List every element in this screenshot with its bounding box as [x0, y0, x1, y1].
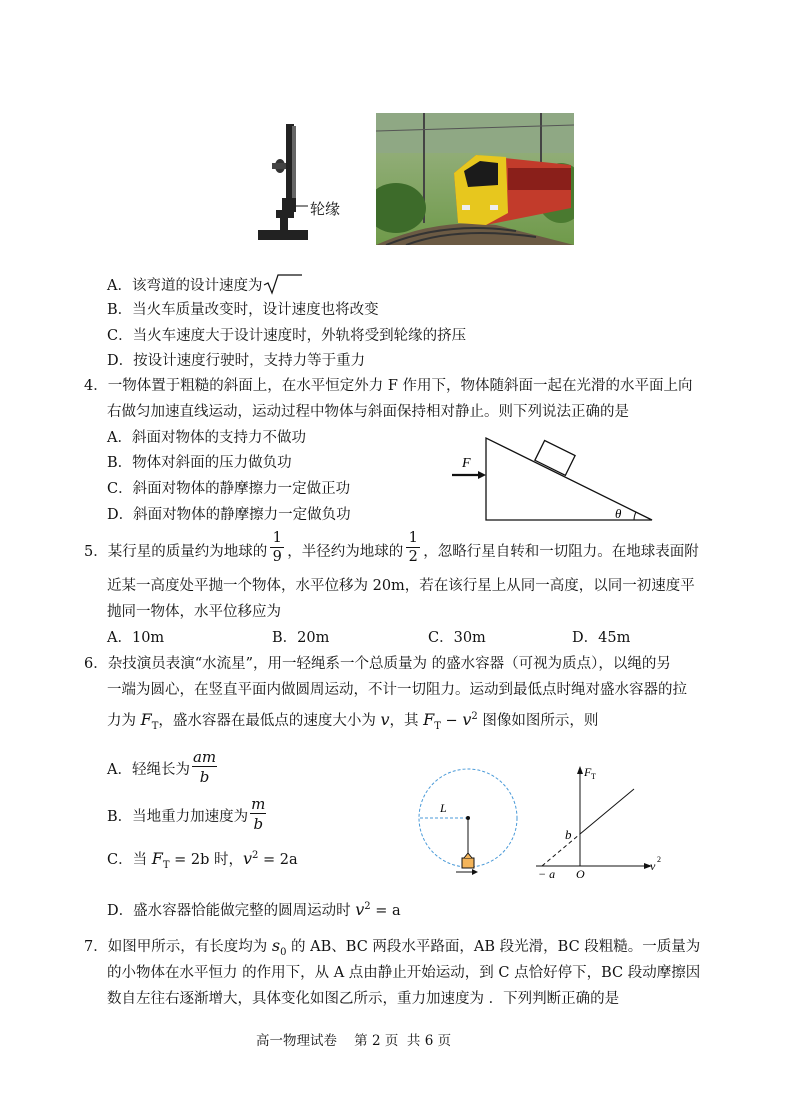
q6-stem-line1: 6．杂技演员表演“水流星”，用一轻绳系一个总质量为 的盛水容器（可视为质点），以绳的另: [84, 656, 671, 672]
q4-stem-line1: 4．一物体置于粗糙的斜面上，在水平恒定外力 F 作用下，物体随斜面一起在光滑的水平面上向: [84, 378, 693, 394]
circle-length-label: L: [440, 801, 447, 815]
q3-option-a-text: A．该弯道的设计速度为: [107, 278, 263, 294]
q6-option-a-fraction: [192, 748, 217, 787]
q6-stem-line3-e: 图像如图所示，则: [477, 713, 599, 729]
q6-option-b: [107, 795, 266, 834]
q6-stem-line3-d: −: [440, 713, 463, 729]
graph-y-axis-label: F: [584, 765, 592, 779]
graph-intercept-b: b: [565, 827, 572, 842]
q7-stem-line1: [84, 935, 700, 958]
q4-option-a: A．斜面对物体的支持力不做功: [107, 430, 306, 446]
q6-option-d: [107, 899, 401, 920]
q6-option-a-label: A．轻绳长为: [107, 762, 190, 778]
q6-option-a-num: am: [192, 748, 217, 766]
q7-stem-line1-b: 的 AB、BC 两段水平路面，AB 段光滑，BC 段粗糙。一质量为: [286, 939, 701, 955]
graph-x-axis-label: v: [650, 859, 656, 873]
q6-ft-sub: T: [151, 720, 159, 732]
q3-option-a: [107, 273, 304, 295]
q5-option-c: C．30m: [428, 630, 486, 646]
q3-option-b: B．当火车质量改变时，设计速度也将改变: [107, 302, 379, 318]
q5-stem-a: 5．某行星的质量约为地球的: [84, 544, 268, 560]
incline-force-label: F: [462, 456, 471, 471]
q6-ft-symbol: F: [140, 710, 152, 729]
q5-option-d: D．45m: [572, 630, 631, 646]
q6-ft-sub-2: T: [434, 720, 441, 732]
q6-option-c-label: C．当: [107, 852, 152, 868]
q3-option-c: C．当火车速度大于设计速度时，外轨将受到轮缘的挤压: [107, 328, 467, 344]
q5-fraction-1-num: 1: [270, 530, 284, 548]
q6-option-b-label: B．当地重力加速度为: [107, 809, 249, 825]
q6-stem-line3-b: ，盛水容器在最低点的速度大小为: [158, 713, 381, 729]
q6-option-c-mid: = 2b 时，: [169, 852, 243, 868]
q7-stem-line1-a: 7．如图甲所示，有长度均为: [84, 939, 272, 955]
graph-intercept-neg-a: − a: [538, 867, 556, 880]
vertical-circle-figure: [416, 766, 522, 878]
q6-v2-sup: 2: [471, 711, 478, 723]
q4-option-c: C．斜面对物体的静摩擦力一定做正功: [107, 481, 351, 497]
q3-option-d: D．按设计速度行驶时，支持力等于重力: [107, 353, 366, 369]
q7-stem-line2: 的小物体在水平恒力 的作用下，从 A 点由静止开始运动，到 C 点恰好停下，BC 段动摩擦因: [107, 965, 701, 981]
sqrt-symbol-icon: [262, 273, 304, 295]
q4-option-d: D．斜面对物体的静摩擦力一定做负功: [107, 507, 351, 523]
q6-ft-symbol-2: F: [423, 710, 435, 729]
q6-option-c-v: v: [242, 849, 253, 868]
q6-option-c: [107, 848, 298, 871]
q7-s0-symbol: s: [271, 936, 281, 955]
q6-option-b-num: m: [251, 795, 266, 813]
q6-option-a: [107, 748, 217, 787]
q6-stem-line3-c: ，其: [389, 713, 424, 729]
q6-stem-line2: 一端为圆心，在竖直平面内做圆周运动，不计一切阻力。运动到最低点时绳对盛水容器的拉: [107, 682, 687, 698]
q6-option-d-v: v: [355, 900, 365, 919]
q5-stem-b: ，半径约为地球的: [287, 544, 404, 560]
q6-option-c-end: = 2a: [258, 852, 298, 868]
q6-v-symbol: v: [380, 710, 390, 729]
q4-stem-line2: 右做匀加速直线运动，运动过程中物体与斜面保持相对静止。则下列说法正确的是: [107, 404, 629, 420]
q6-option-d-end: = a: [370, 903, 401, 919]
q5-fraction-2-num: 1: [406, 530, 420, 548]
q6-stem-line3: [107, 709, 598, 732]
q6-stem-line3-a: 力为: [107, 713, 141, 729]
incline-angle-label: θ: [615, 506, 622, 521]
q6-option-b-den: b: [253, 815, 264, 833]
q5-fraction-1: [270, 530, 284, 567]
graph-y-axis-sub: T: [591, 772, 596, 781]
train-photo: [376, 113, 574, 245]
q5-stem-c: ，忽略行星自转和一切阻力。在地球表面附: [423, 544, 699, 560]
page-footer: 高一物理试卷 第 2 页 共 6 页: [256, 1033, 452, 1049]
q6-option-a-den: b: [199, 768, 210, 786]
wheel-flange-label: 轮缘: [310, 200, 341, 218]
q5-fraction-2: [406, 530, 420, 567]
q5-option-a: A．10m: [107, 630, 165, 646]
q6-option-b-fraction: [250, 795, 266, 834]
q5-fraction-2-den: 2: [408, 549, 418, 565]
incline-figure: [448, 432, 658, 524]
q6-option-c-ft: F: [151, 849, 163, 868]
q4-option-b: B．物体对斜面的压力做负功: [107, 455, 292, 471]
q5-stem-line2: 近某一高度处平抛一个物体，水平位移为 20m，若在该行星上从同一高度，以同一初速度平: [107, 578, 695, 594]
ft-v2-graph: [534, 762, 674, 880]
q7-stem-line3: 数自左往右逐渐增大，具体变化如图乙所示，重力加速度为 ．下列判断正确的是: [107, 991, 620, 1007]
graph-origin: O: [576, 867, 585, 880]
q5-option-b: B．20m: [272, 630, 330, 646]
q6-option-d-label: D．盛水容器恰能做完整的圆周运动时: [107, 903, 356, 919]
q5-stem-line1: [84, 530, 699, 570]
q5-fraction-1-den: 9: [272, 549, 282, 565]
q6-option-c-ft-sub: T: [162, 859, 170, 871]
graph-x-axis-sup: 2: [657, 855, 661, 864]
q6-v2-symbol: v: [462, 710, 472, 729]
wheel-rail-figure: [250, 120, 360, 245]
q5-stem-line3: 抛同一物体，水平位移应为: [107, 604, 281, 620]
q7-s0-sub: 0: [280, 946, 287, 958]
q6-option-d-v-sup: 2: [364, 901, 371, 913]
q6-option-c-v-sup: 2: [252, 850, 259, 862]
